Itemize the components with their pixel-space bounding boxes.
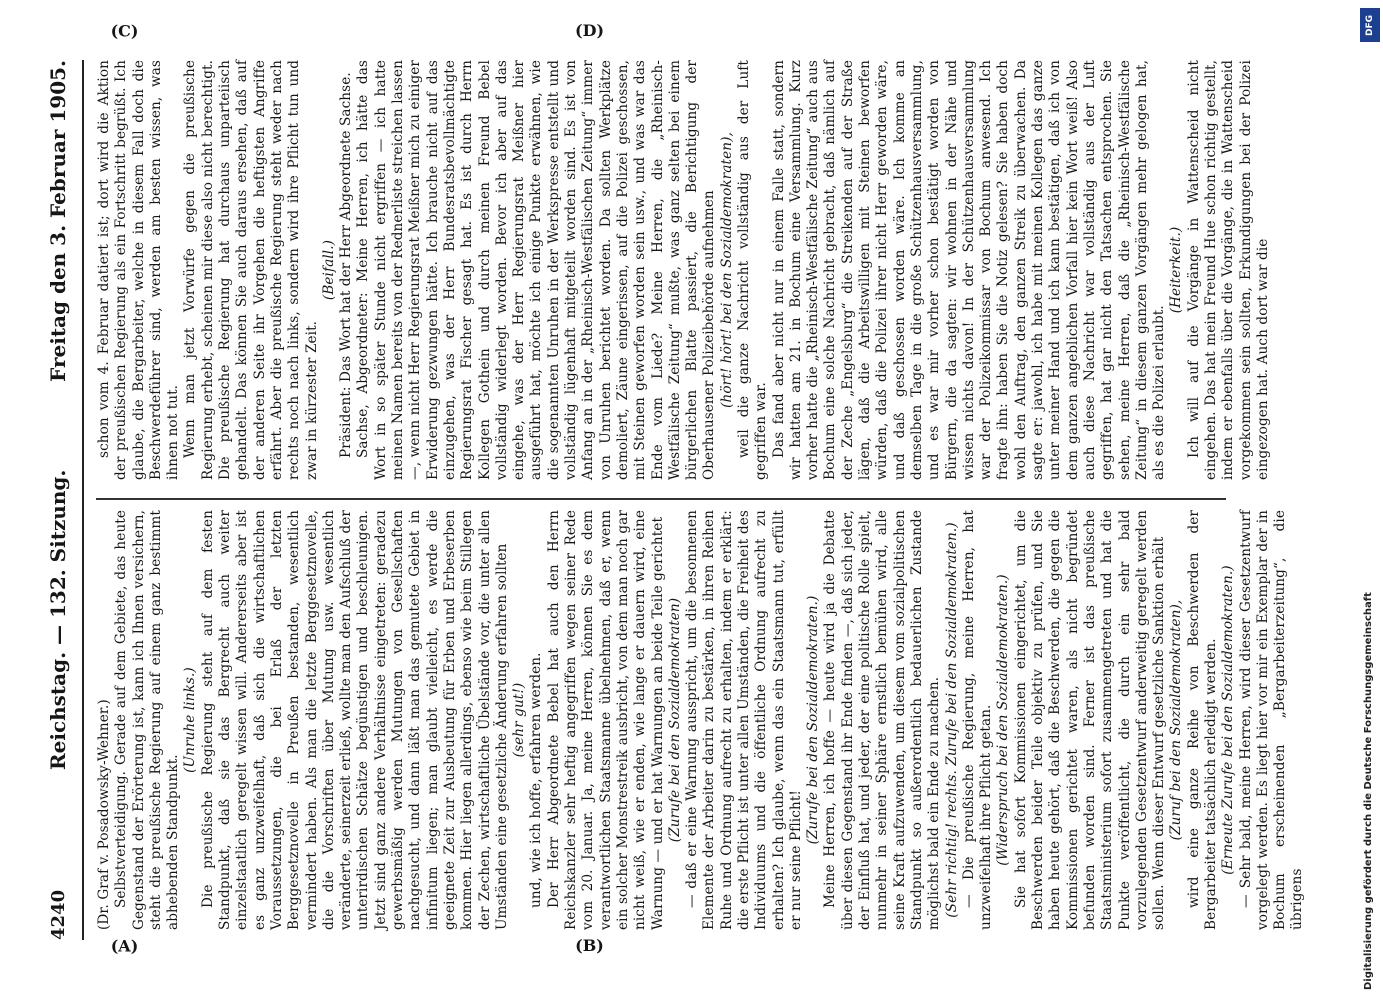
paragraph: und, wie ich hoffe, erfahren werden. bbox=[528, 652, 545, 908]
paragraph: weil die ganze Nachricht vollständig aus der Luft gegriffen war. bbox=[735, 60, 770, 480]
margin-marker-b: (B) bbox=[575, 936, 604, 956]
left-column bbox=[96, 510, 1306, 930]
margin-marker-c: (C) bbox=[110, 21, 139, 41]
page-header bbox=[40, 60, 80, 940]
right-column bbox=[96, 60, 1271, 480]
paragraph: Wenn man jetzt Vorwürfe gegen die preußische Regierung erhebt, scheinen mir diese also nicht berechtigt. Die preußische Regierung hat durchaus unparteiisch gehandelt. Das können Sie auch daraus ersehen, daß auf der anderen Seite ihr Vorgehen die heftigsten Angriffe erfährt. Aber die preußische Regierung steht weder nach rechts noch nach links, sondern wird ihre Pflicht tun und zwar in kürzester Zeit. bbox=[182, 60, 320, 480]
paragraph: Sachse, Abgeordneter: Meine Herren, ich hätte das Wort in so später Stunde nicht ergriffen — ich hatte meinen Namen bereits von der Rednerliste streichen lassen —, wenn nicht Herr Regierungsrat Meißner mich zu einiger Erwiderung gezwungen hätte. Ich brauche nicht auf das einzugehen, was der Herr Bundesratsbevollmächtigte Regierungsrat Fischer gesagt hat. Es ist durch Herrn Kollegen Gothein und durch meinen Freund Bebel vollständig widerlegt worden. Bevor ich aber auf das eingehe, was der Herr Regierungsrat Meißner hier ausgeführt hat, möchte ich einige Punkte erwähnen, wie die sogenannten Unruhen in der Werkspresse entstellt und vollständig lügenhaft mitgeteilt worden sind. Es ist von Anfang an in der „Rheinisch-Westfälischen Zeitung“ immer von Unruhen berichtet worden. Da sollten Werkplätze demoliert, Zäune eingerissen, auf die Polizei geschossen, mit Steinen geworfen worden sein usw., und was war das Ende vom Liede? Meine Herren, die „Rheinisch-Westfälische Zeitung“ mußte, was ganz selten bei einem bürgerlichen Blatte passiert, die Berichtigung der Oberhausener Polizeibehörde aufnehmen bbox=[355, 60, 718, 480]
paragraph: Ich will auf die Vorgänge in Wattenscheid nicht eingehen. Das hat mein Freund Hue schon richtig gestellt, indem er ebenfalls über die Vorgänge, die in Wattenscheid vorgekommen sein sollten, Erkundigungen bei der Polizei eingezogen hat. Auch dort war die bbox=[1185, 60, 1271, 480]
paragraph: — Die preußische Regierung, meine Herren, hat unzweifelhaft ihre Pflicht getan. bbox=[960, 510, 995, 930]
interjection: (Widerspruch bei den Sozialdemokraten.) bbox=[995, 574, 1012, 866]
paragraph: schon vom 4. Februar datiert ist; dort wird die Aktion der preußischen Regierung als ein Fortschritt begrüßt. Ich glaube, die Bergarbeiter, welche in diesem Fall doch die Beschwerdeführer sind, werden am besten wissen, was ihnen not tut. bbox=[96, 60, 182, 480]
interjection: (Unruhe links.) bbox=[182, 667, 199, 773]
dfg-credit-text: Digitalisierung gefördert durch die Deutsche Forschungsgemeinschaft bbox=[1363, 592, 1374, 990]
running-title: Reichstag. — 132. Sitzung. bbox=[46, 469, 70, 770]
interjection: (Zurufe bei den Sozialdemokraten.) bbox=[805, 595, 822, 845]
paragraph: Selbstverteidigung. Gerade auf dem Gebiete, das heute Gegenstand der Erörterung ist, kann ich Ihnen versichern, steht die preußische Regierung auf einem ganz bestimmt abhebenden Standpunkt. bbox=[113, 510, 182, 930]
paragraph: Die preußische Regierung steht auf dem festen Standpunkt, daß sie das Bergrecht auch weiter einzelstaatlich geregelt wissen will. Andererseits aber ist es ganz unzweifelhaft, daß sich die wirtschaftlichen Voraussetzungen, die bei Erlaß der letzten Berggesetznovelle in Preußen bestanden, wesentlich vermindert haben. Als man die letzte Berggesetznovelle, die die Vorschriften über Mutung usw. wesentlich veränderte, seinerzeit erließ, wollte man den Aufschluß der unterirdischen Schätze begünstigen und beschleunigen. Jetzt sind ganz andere Verhältnisse eingetreten: geradezu gewerbsmäßig werden Mutungen von Gesellschaften nachgesucht, und dann läßt man das gemutete Gebiet in infinitum liegen; man glaubt vielleicht, es werde die geeignete Zeit zur Ausbeutung für Erben und Erbeserben kommen. Hier liegen allerdings, ebenso wie beim Stillegen der Zechen, wirtschaftliche Übelstände vor, die unter allen Umständen eine gesetzliche Änderung erfahren sollten bbox=[199, 510, 510, 930]
page-date: Freitag den 3. Februar 1905. bbox=[46, 60, 70, 382]
interjection: (Erneute Zurufe bei den Sozialdemokraten.) bbox=[1220, 565, 1237, 875]
interjection: (Beifall.) bbox=[320, 239, 337, 301]
margin-marker-a: (A) bbox=[110, 936, 139, 956]
paragraph: Präsident: Das Wort hat der Herr Abgeordnete Sachse. bbox=[338, 72, 355, 458]
margin-marker-d: (D) bbox=[574, 20, 605, 40]
paragraph: wird eine ganze Reihe von Beschwerden der Bergarbeiter tatsächlich erledigt werden. bbox=[1185, 510, 1219, 930]
page-number: 4240 bbox=[48, 889, 69, 940]
column-divider bbox=[96, 498, 1226, 500]
interjection: (Sehr richtig! rechts. Zurufe bei den Sozialdemokraten.) bbox=[943, 522, 960, 918]
paragraph: Sie hat sofort Kommissionen eingerichtet, um die Beschwerden beider Teile objektiv zu prüfen, und Sie haben heute gehört, daß die Beschwerden, die gegen die Kommissionen gerichtet waren, als nicht begründet befunden worden sind. Ferner ist das preußische Staatsministerium sofort zusammengetreten und hat die Punkte veröffentlicht, die durch ein sehr bald vorzulegenden Gesetzentwurf anderweitig geregelt werden sollen. Wenn dieser Entwurf gesetzliche Sanktion erhält bbox=[1012, 510, 1168, 930]
interjection: (Zurufe bei den Sozialdemokraten) bbox=[666, 597, 683, 843]
interjection: (Heiterkeit.) bbox=[1168, 226, 1185, 314]
interjection: (hört! hört! bei den Sozialdemokraten), bbox=[718, 132, 735, 408]
paragraph: — daß er eine Warnung ausspricht, um die besonnenen Elemente der Arbeiter darin zu bestärken, in ihren Reihen Ruhe und Ordnung aufrecht zu erhalten, indem er erklärt: die erste Pflicht ist unter allen Umständen, die Freiheit des Individuums und die öffentliche Ordnung aufrecht zu erhalten? Ich glaube, wenn das ein Staatsmann tut, erfüllt er nur seine Pflicht! bbox=[684, 510, 804, 930]
speaker-heading: (Dr. Graf v. Posadowsky-Wehner.) bbox=[96, 699, 112, 930]
paragraph: — Sehr bald, meine Herren, wird dieser Gesetzentwurf vorgelegt werden. Es liegt hier vor mir ein Exemplar der in Bochum erscheinenden „Bergarbeiterzeitung“, die übrigens bbox=[1237, 510, 1306, 930]
dfg-logo: DFG bbox=[1360, 8, 1380, 42]
interjection: (sehr gut!) bbox=[511, 682, 528, 758]
paragraph: Der Herr Abgeordnete Bebel hat auch den Herrn Reichskanzler sehr heftig angegriffen wegen seiner Rede vom 20. Januar. Ja, meine Herren, können Sie es dem verantwortlichen Staatsmanne übelnehmen, daß er, wenn ein solcher Monstrestreik ausbricht, von dem man noch gar nicht weiß, wie er enden, wie lange er dauern wird, eine Warnung — und er hat Warnungen an beide Teile gerichtet bbox=[545, 510, 666, 930]
paragraph: Das fand aber nicht nur in einem Falle statt, sondern wir hatten am 21. in Bochum eine Versammlung. Kurz vorher hatte die „Rheinisch-Westfälische Zeitung“ auch aus Bochum eine solche Nachricht gebracht, daß nämlich auf der Zeche „Engelsburg“ die Streikenden auf der Straße lägen, daß die Arbeitswilligen mit Steinen beworfen würden, daß die Polizei ihrer nicht Herr geworden wäre, und daß geschossen worden wäre. Ich komme an demselben Tage in die große Schützenhausversammlung, und es war mir vorher schon bestätigt worden von Bürgern, die da sagten: wir wohnen in der Nähe und wissen nichts davon! In der Schützenhausversammlung war der Polizeikommissar von Bochum anwesend. Ich fragte ihn: haben Sie die Notiz gelesen? Sie haben doch wohl den Auftrag, den ganzen Streik zu überwachen. Da sagte er: jawohl, ich habe mit meinen Kollegen das ganze unter meiner Hand und ich kann bestätigen, daß ich von dem ganzen angeblichen Vorfall hier kein Wort weiß! Also auch diese Nachricht war vollständig aus der Luft gegriffen, hat gar nicht den Tatsachen entsprochen. Sie sehen, meine Herren, daß die „Rheinisch-Westfälische Zeitung“ in diesem ganzen Vorgängen mehr gelogen hat, als es die Polizei erlaubt. bbox=[770, 60, 1168, 480]
interjection: (Zuruf bei den Sozialdemokraten), bbox=[1168, 599, 1185, 841]
paragraph: Meine Herren, ich hoffe — heute wird ja die Debatte über diesen Gegenstand ihr Ende finden —, daß sich jeder, der Einfluß hat, und jeder, der eine politische Rolle spielt, nunmehr in seiner Sphäre ernstlich bemühen wird, alle seine Kraft aufzuwenden, um diesem vom sozialpolitischen Standpunkt so außerordentlich bedauerlichen Zustande möglichst bald ein Ende zu machen. bbox=[822, 510, 943, 930]
header-rule bbox=[82, 60, 84, 940]
